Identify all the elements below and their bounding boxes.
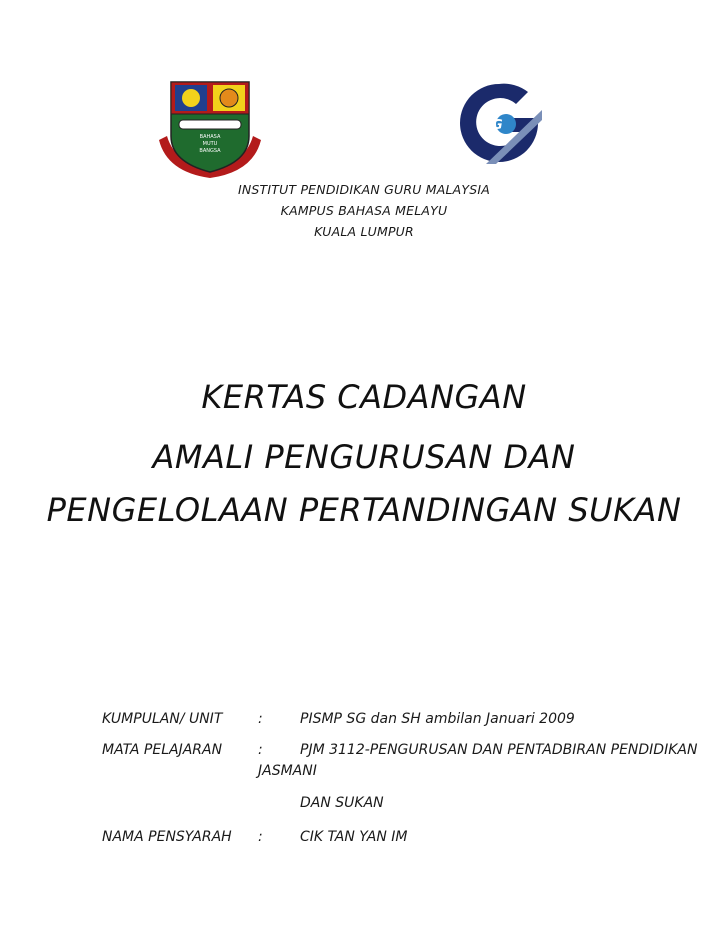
detail-sep-pensyarah: : xyxy=(258,829,263,845)
detail-sep-mata-pelajaran: : xyxy=(258,742,263,758)
crest-motto-2: MUTU xyxy=(202,141,218,147)
title-line-2: AMALI PENGURUSAN DAN xyxy=(152,438,576,476)
detail-sep-kumpulan: : xyxy=(258,711,263,727)
crest-motto-1: BAHASA xyxy=(199,134,221,140)
detail-value-pensyarah: CIK TAN YAN IM xyxy=(300,829,408,845)
detail-label-mata-pelajaran: MATA PELAJARAN xyxy=(102,742,223,758)
institution-line-3: KUALA LUMPUR xyxy=(314,224,414,239)
title-line-3: PENGELOLAAN PERTANDINGAN SUKAN xyxy=(46,491,682,529)
title-line-1: KERTAS CADANGAN xyxy=(201,378,527,416)
institution-line-2: KAMPUS BAHASA MELAYU xyxy=(280,203,448,218)
detail-value-kumpulan: PISMP SG dan SH ambilan Januari 2009 xyxy=(300,711,575,727)
crest-motto-3: BANGSA xyxy=(199,148,221,154)
institution-line-1: INSTITUT PENDIDIKAN GURU MALAYSIA xyxy=(237,182,491,197)
detail-label-pensyarah: NAMA PENSYARAH xyxy=(102,829,232,845)
detail-value-mata-pelajaran-extra: DAN SUKAN xyxy=(300,795,384,811)
ipg-logo xyxy=(456,80,542,166)
detail-value-mata-pelajaran-wrap: JASMANI xyxy=(258,763,317,779)
institute-crest-logo xyxy=(157,80,263,180)
ipg-logo-text: iPG xyxy=(478,118,503,133)
detail-value-mata-pelajaran: PJM 3112-PENGURUSAN DAN PENTADBIRAN PENDIDIKAN xyxy=(300,742,698,758)
detail-label-kumpulan: KUMPULAN/ UNIT xyxy=(102,711,223,727)
